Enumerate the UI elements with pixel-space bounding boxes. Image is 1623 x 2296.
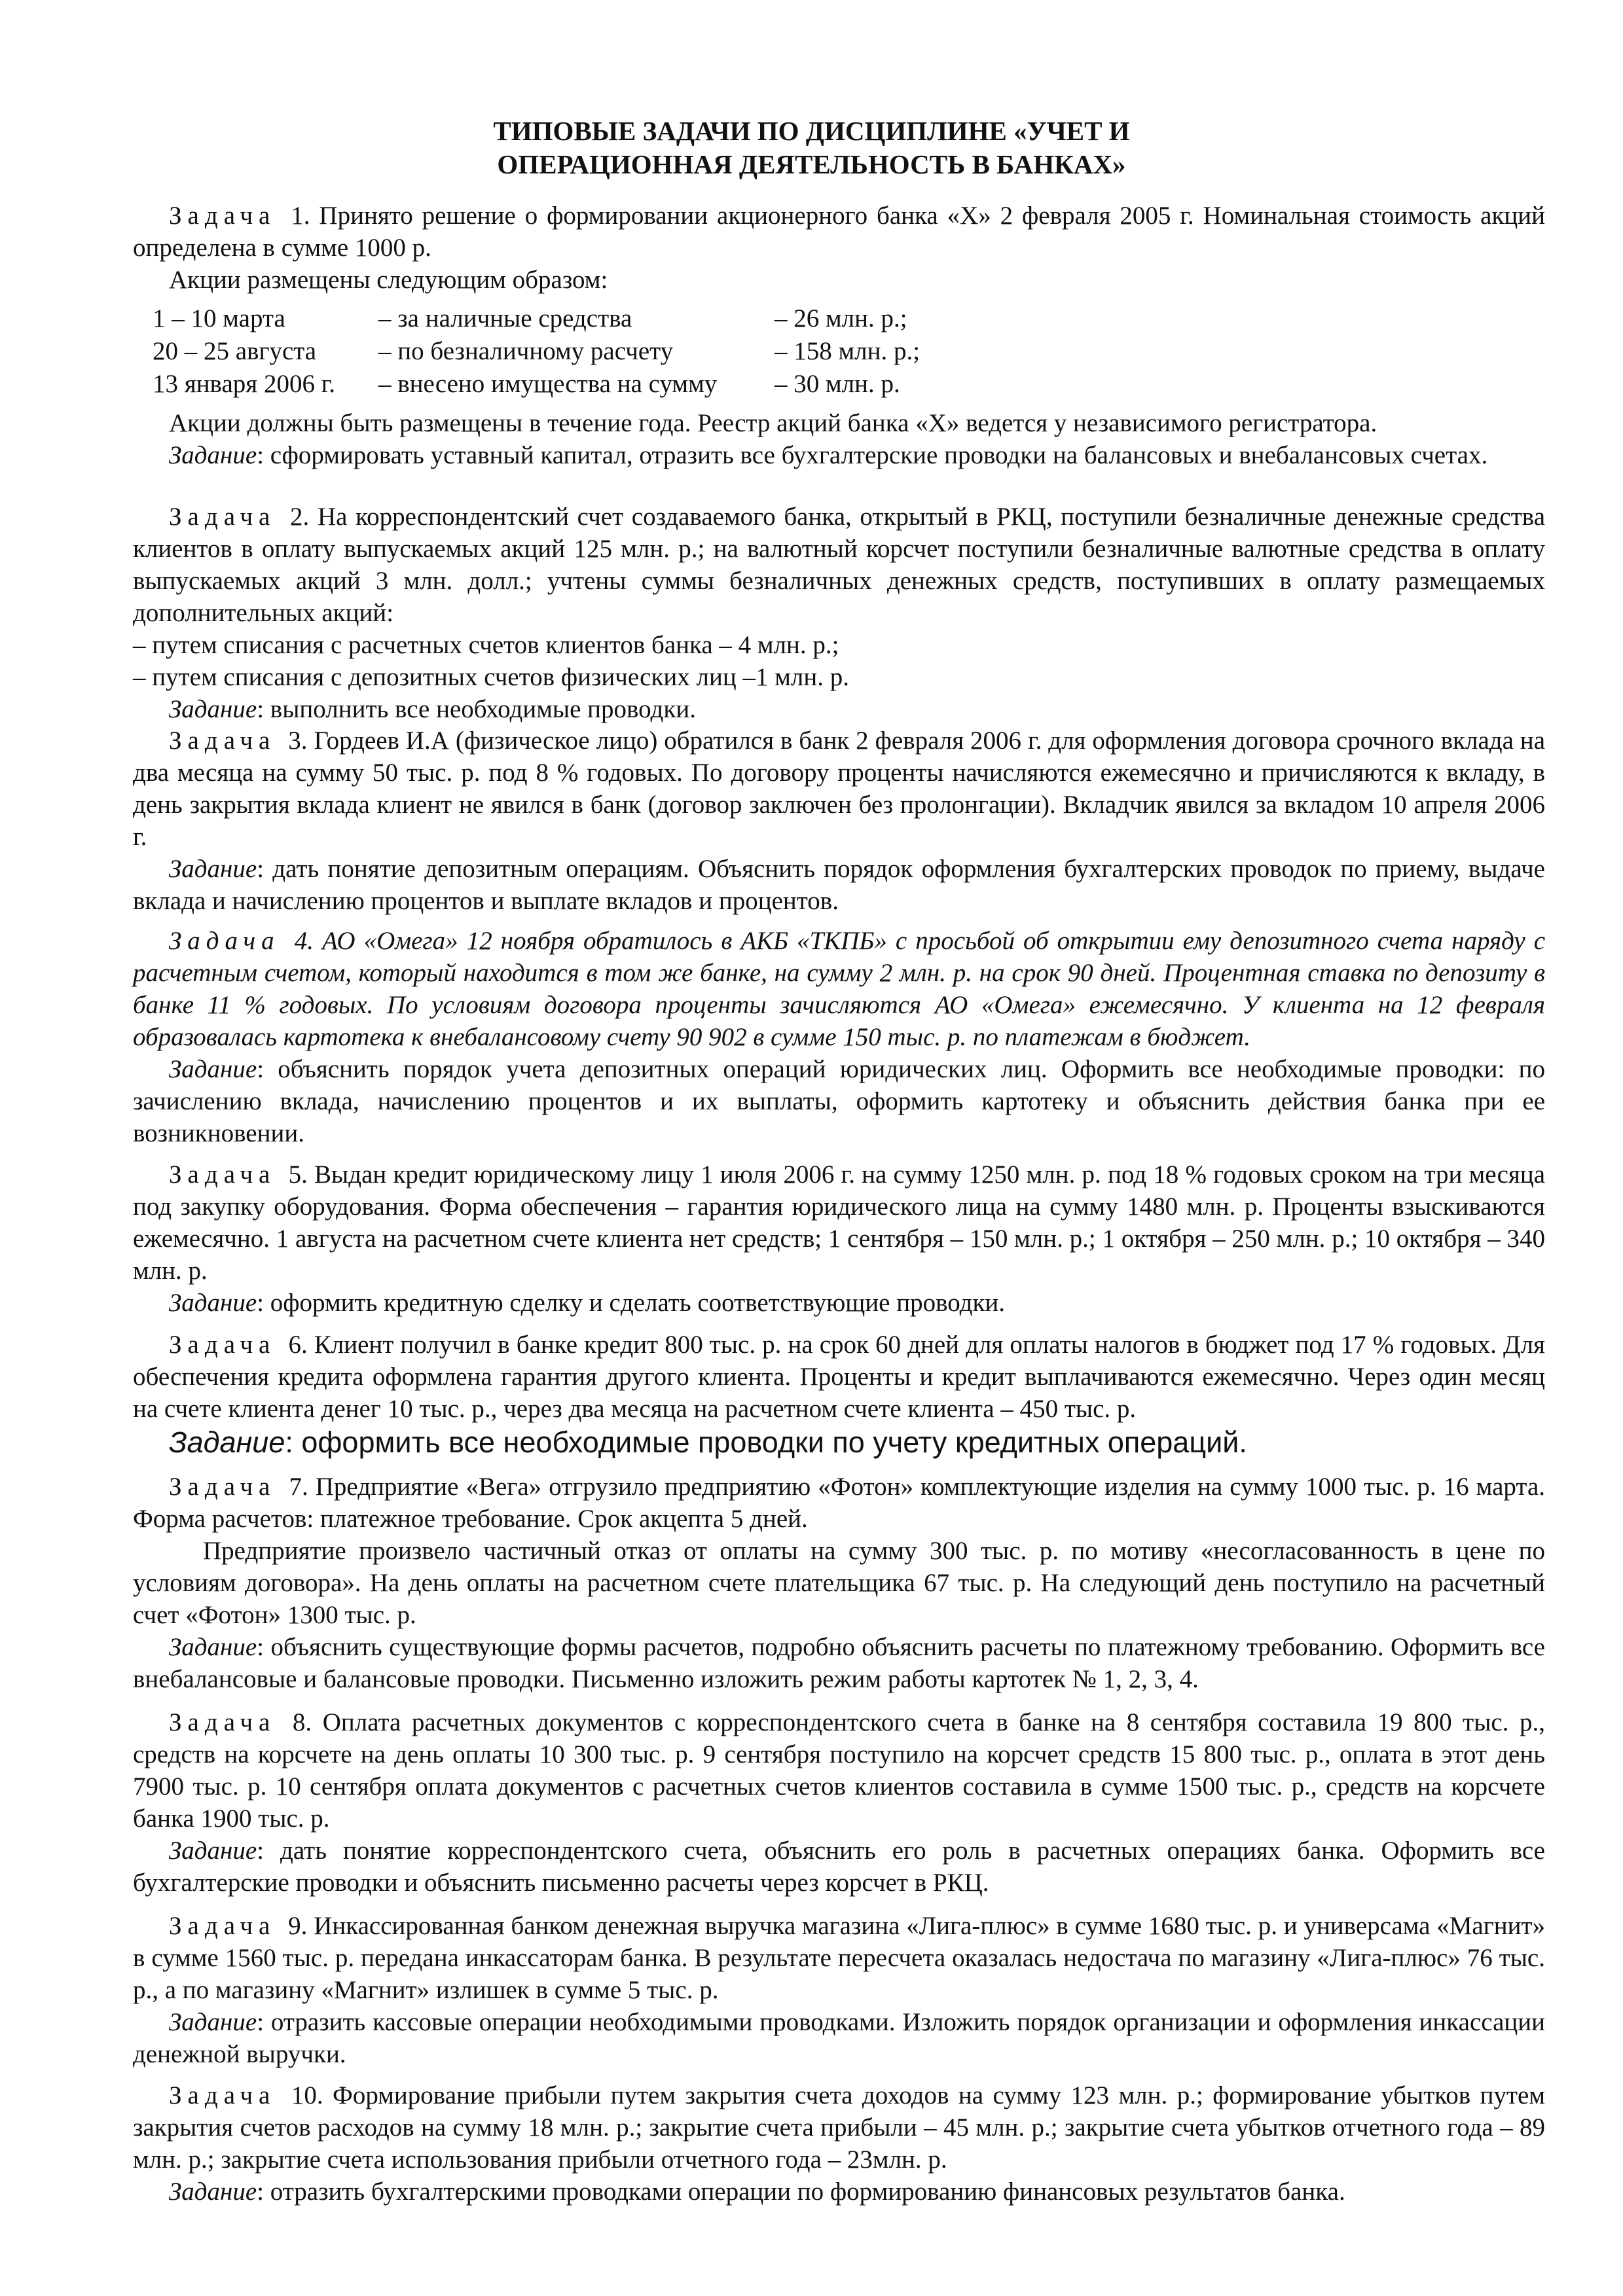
task-text: Формирование прибыли путем закрытия счета доходов на сумму 123 млн. р.; формирование убытков путем закрытия счетов расходов на сумму 18 млн. р.; закрытие счета прибыли – 45 млн. р.; закрытие счета убытков отчетного года – 89 млн. р.; закрытие счета использования прибыли отчетного года – 23млн. р. (133, 2081, 1546, 2174)
task-number: 3. (288, 726, 308, 755)
table-row (133, 368, 920, 401)
task-assignment (133, 1425, 1545, 1460)
row-method: – по безналичному расчету (378, 337, 674, 365)
assignment-label: Задание (169, 695, 257, 723)
page-title (118, 115, 1505, 181)
assignment-text: : оформить все необходимые проводки по учету кредитных операций. (285, 1426, 1247, 1459)
row-method: – внесено имущества на сумму (378, 370, 718, 398)
assignment-label: Задание (169, 2008, 257, 2036)
list-item: – путем списания с депозитных счетов физических лиц –1 млн. р. (133, 663, 850, 691)
task-assignment (133, 853, 1545, 917)
assignment-text: : отразить кассовые операции необходимыми проводками. Изложить порядок организации и оформления инкассации денежной выручки. (133, 2008, 1545, 2068)
task-note: Акции должны быть размещены в течение года. Реестр акций банка «Х» ведется у независимого регистратора. (169, 409, 1377, 437)
task-label: Задача (169, 503, 276, 531)
assignment-text: : выполнить все необходимые проводки. (257, 695, 696, 723)
task-number: 9. (288, 1912, 308, 1940)
row-method: – за наличные средства (378, 304, 632, 332)
task-assignment (133, 2176, 1545, 2208)
title-line-2: ОПЕРАЦИОННАЯ ДЕЯТЕЛЬНОСТЬ В БАНКАХ» (497, 149, 1126, 179)
task-text: Выдан кредит юридическому лицу 1 июля 2006 г. на сумму 1250 млн. р. под 18 % годовых сроком на три месяца под закупку оборудования. Форма обеспечения – гарантия юридического лица на сумму 1480 млн. р. Проценты взыскиваются ежемесячно. 1 августа на расчетном счете клиента нет средств; 1 сентября – 150 млн. р.; 1 октября – 250 млн. р.; 10 октября – 340 млн. р. (133, 1160, 1546, 1285)
table-row (133, 335, 920, 368)
task-number: 2. (290, 503, 310, 531)
assignment-label: Задание (169, 1289, 257, 1317)
task-text: Гордеев И.А (физическое лицо) обратился в банк 2 февраля 2006 г. для оформления договора срочного вклада на два месяца на сумму 50 тыс. р. под 8 % годовых. По договору проценты начисляются ежемесячно и причисляются к вкладу, в день закрытия вклада клиент не явился в банк (договор заключен без пролонгации). Вкладчик явился за вкладом 10 апреля 2006 г. (133, 726, 1546, 851)
task-label: Задача (169, 202, 276, 230)
list-item: – путем списания с расчетных счетов клиентов банка – 4 млн. р.; (133, 631, 839, 659)
task-intro: Акции размещены следующим образом: (169, 266, 608, 294)
task-label: Задача (169, 1708, 276, 1736)
task-assignment (133, 1835, 1545, 1899)
table-row (133, 302, 920, 335)
task-assignment (133, 439, 1545, 471)
task-number: 4. (294, 927, 314, 955)
task-8 (133, 1706, 1545, 1899)
task-label: Задача (169, 1912, 276, 1940)
title-line-1: ТИПОВЫЕ ЗАДАЧИ ПО ДИСЦИПЛИНЕ «УЧЕТ И (493, 116, 1130, 146)
task-assignment (133, 1631, 1545, 1695)
task-text: Оплата расчетных документов с корреспондентского счета в банке на 8 сентября составила 19 800 тыс. р., средств на корсчете на день оплаты 10 300 тыс. р. 9 сентября поступило на корсчет средств 15 800 тыс. р., оплата в этот день 7900 тыс. р. 10 сентября оплата документов с расчетных счетов клиентов составила в сумме 1500 тыс. р., средств на корсчете банка 1900 тыс. р. (133, 1708, 1546, 1833)
row-amount: – 158 млн. р.; (775, 337, 921, 365)
task-number: 7. (289, 1473, 308, 1501)
task-label: Задача (169, 1473, 276, 1501)
task-number: 8. (292, 1708, 312, 1736)
row-date: 1 – 10 марта (153, 304, 285, 332)
row-date: 13 января 2006 г. (153, 370, 336, 398)
task-6 (133, 1329, 1545, 1460)
assignment-label: Задание (169, 855, 257, 883)
assignment-text: : дать понятие корреспондентского счета, объяснить его роль в расчетных операциях банка. Оформить все бухгалтерские проводки и объяснить письменно расчеты через корсчет в РКЦ. (133, 1837, 1545, 1897)
row-amount: – 26 млн. р.; (775, 304, 907, 332)
assignment-label: Задание (169, 441, 257, 469)
task-10 (133, 2079, 1545, 2208)
task-4 (133, 925, 1545, 1149)
task-text-2: Предприятие произвело частичный отказ от оплаты на сумму 300 тыс. р. по мотиву «несогласованность в цене по условиям договора». На день оплаты на расчетном счете плательщика 67 тыс. р. На следующий день поступило на расчетный счет «Фотон» 1300 тыс. р. (133, 1537, 1545, 1629)
task-label: Задача (169, 2081, 276, 2109)
task-label: Задача (169, 927, 280, 955)
task-number: 1. (291, 202, 310, 230)
assignment-text: : объяснить порядок учета депозитных операций юридических лиц. Оформить все необходимые проводки: по зачислению вклада, начислению процентов и их выплаты, оформить картотеку и объяснить действия банка при ее возникновении. (133, 1055, 1545, 1147)
task-2 (133, 501, 1545, 725)
task-1 (133, 200, 1545, 471)
task-number: 10. (291, 2081, 323, 2109)
task-7 (133, 1471, 1545, 1695)
assignment-label: Задание (169, 1837, 257, 1865)
assignment-text: : дать понятие депозитным операциям. Объяснить порядок оформления бухгалтерских проводок по приему, выдаче вклада и начислению процентов и выплате вкладов и процентов. (133, 855, 1545, 915)
assignment-label: Задание (169, 1055, 257, 1083)
task-label: Задача (169, 1160, 276, 1189)
row-amount: – 30 млн. р. (775, 370, 900, 398)
task-label: Задача (169, 1331, 276, 1359)
assignment-label: Задание (169, 1633, 257, 1661)
task-text: Предприятие «Вега» отгрузило предприятию «Фотон» комплектующие изделия на сумму 1000 тыс. р. 16 марта. Форма расчетов: платежное требование. Срок акцепта 5 дней. (133, 1473, 1546, 1533)
task-3 (133, 725, 1545, 917)
task-number: 6. (288, 1331, 308, 1359)
task-text: На корреспондентский счет создаваемого банка, открытый в РКЦ, поступили безналичные денежные средства клиентов в оплату выпускаемых акций 125 млн. р.; на валютный корсчет поступили безналичные валютные средства в оплату выпускаемых акций 3 млн. долл.; учтены суммы безналичных денежных средств, поступивших в оплату размещаемых дополнительных акций: (133, 503, 1546, 627)
assignment-text: : объяснить существующие формы расчетов, подробно объяснить расчеты по платежному требованию. Оформить все внебалансовые и балансовые проводки. Письменно изложить режим работы картотек № 1, 2, 3, 4. (133, 1633, 1545, 1693)
assignment-text: : оформить кредитную сделку и сделать соответствующие проводки. (257, 1289, 1006, 1317)
task-text: АО «Омега» 12 ноября обратилось в АКБ «ТКПБ» с просьбой об открытии ему депозитного счета наряду с расчетным счетом, который находится в том же банке, на сумму 2 млн. р. на срок 90 дней. Процентная ставка по депозиту в банке 11 % годовых. По условиям договора проценты зачисляются АО «Омега» ежемесячно. У клиента на 12 февраля образовалась картотека к внебалансовому счету 90 902 в сумме 150 тыс. р. по платежам в бюджет. (133, 927, 1546, 1051)
assignment-label: Задание (169, 1426, 285, 1459)
task-assignment (133, 1053, 1545, 1149)
task-assignment (133, 1287, 1545, 1319)
task-text: Инкассированная банком денежная выручка магазина «Лига-плюс» в сумме 1680 тыс. р. и универсама «Магнит» в сумме 1560 тыс. р. передана инкассаторам банка. В результате пересчета оказалась недостача по магазину «Лига-плюс» 76 тыс. р., а по магазину «Магнит» излишек в сумме 5 тыс. р. (133, 1912, 1546, 2004)
shares-table (133, 302, 920, 401)
assignment-label: Задание (169, 2178, 257, 2206)
task-text: Принято решение о формировании акционерного банка «Х» 2 февраля 2005 г. Номинальная стоимость акций определена в сумме 1000 р. (133, 202, 1546, 262)
assignment-text: : сформировать уставный капитал, отразить все бухгалтерские проводки на балансовых и внебалансовых счетах. (257, 441, 1488, 469)
task-9 (133, 1910, 1545, 2070)
task-assignment (133, 2006, 1545, 2070)
assignment-text: : отразить бухгалтерскими проводками операции по формированию финансовых результатов банка. (257, 2178, 1345, 2206)
task-label: Задача (169, 726, 276, 755)
task-text: Клиент получил в банке кредит 800 тыс. р. на срок 60 дней для оплаты налогов в бюджет под 17 % годовых. Для обеспечения кредита оформлена гарантия другого клиента. Проценты и кредит выплачиваются ежемесячно. Через один месяц на счете клиента денег 10 тыс. р., через два месяца на расчетном счете клиента – 450 тыс. р. (133, 1331, 1546, 1423)
task-assignment (133, 693, 1545, 725)
task-number: 5. (288, 1160, 308, 1189)
task-5 (133, 1158, 1545, 1319)
row-date: 20 – 25 августа (153, 337, 317, 365)
